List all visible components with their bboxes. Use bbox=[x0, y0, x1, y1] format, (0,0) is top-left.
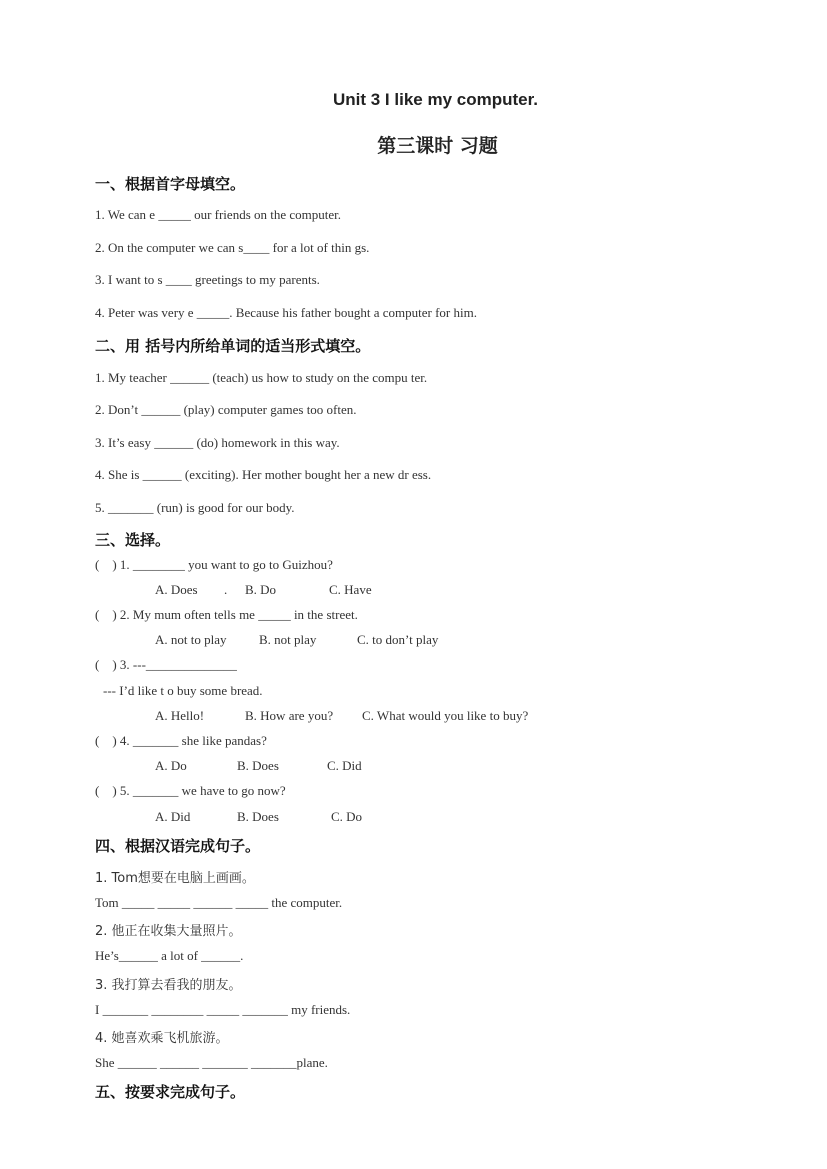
section-heading: 一、根据首字母填空。 bbox=[95, 175, 246, 193]
exercise-line: 3. I want to s ____ greetings to my parents. bbox=[95, 272, 320, 287]
option: A. Does bbox=[155, 582, 198, 597]
section-heading: 三、选择。 bbox=[95, 531, 171, 549]
document-subtitle: 第三课时 习题 bbox=[377, 135, 498, 157]
question-stem: ( ) 1. ________ you want to go to Guizhou? bbox=[95, 557, 333, 572]
option: A. Hello! bbox=[155, 708, 205, 723]
translation-answer: Tom _____ _____ ______ _____ the computer. bbox=[95, 895, 343, 910]
option: B. How are you? bbox=[245, 708, 334, 723]
option: B. Do bbox=[245, 582, 277, 597]
section-heading: 二、用 括号内所给单词的适当形式填空。 bbox=[95, 337, 371, 355]
document-title: Unit 3 I like my computer. bbox=[332, 90, 538, 109]
question-stem: ( ) 2. My mum often tells me _____ in the street. bbox=[95, 607, 358, 622]
exercise-line: 1. We can e _____ our friends on the computer. bbox=[95, 207, 342, 222]
option: C. Do bbox=[331, 809, 363, 824]
section-heading: 四、根据汉语完成句子。 bbox=[95, 837, 261, 855]
option: B. Does bbox=[237, 809, 279, 824]
translation-prompt: 3. 我打算去看我的朋友。 bbox=[95, 978, 242, 993]
option: A. not to play bbox=[155, 632, 227, 647]
question-stem: ( ) 5. _______ we have to go now? bbox=[95, 783, 286, 798]
exercise-line: 5. _______ (run) is good for our body. bbox=[95, 500, 295, 515]
translation-prompt: 1. Tom想要在电脑上画画。 bbox=[95, 871, 255, 886]
option: A. Did bbox=[155, 809, 191, 824]
option: A. Do bbox=[155, 758, 187, 773]
translation-answer: He’s______ a lot of ______. bbox=[95, 948, 244, 963]
question-stem: ( ) 3. ---______________ bbox=[95, 657, 237, 672]
option: C. Did bbox=[327, 758, 362, 773]
exercise-line: 3. It’s easy ______ (do) homework in this way. bbox=[95, 435, 340, 450]
option: C. Have bbox=[329, 582, 372, 597]
option: B. Does bbox=[237, 758, 279, 773]
section-heading: 五、按要求完成句子。 bbox=[95, 1083, 246, 1101]
option: C. What would you like to buy? bbox=[362, 708, 529, 723]
exercise-line: 2. On the computer we can s____ for a lot of thin gs. bbox=[95, 240, 370, 255]
option-dot: . bbox=[224, 582, 228, 597]
question-stem: ( ) 4. _______ she like pandas? bbox=[95, 733, 267, 748]
exercise-line: 4. She is ______ (exciting). Her mother bought her a new dr ess. bbox=[95, 467, 432, 482]
exercise-line: 2. Don’t ______ (play) computer games too often. bbox=[95, 402, 357, 417]
option: B. not play bbox=[259, 632, 317, 647]
translation-prompt: 2. 他正在收集大量照片。 bbox=[95, 924, 242, 939]
translation-prompt: 4. 她喜欢乘飞机旅游。 bbox=[95, 1031, 229, 1046]
translation-answer: She ______ ______ _______ _______plane. bbox=[95, 1055, 328, 1070]
exercise-line: 4. Peter was very e _____. Because his father bought a computer for him. bbox=[95, 305, 477, 320]
option: C. to don’t play bbox=[357, 632, 439, 647]
exercise-line: 1. My teacher ______ (teach) us how to study on the compu ter. bbox=[95, 370, 428, 385]
dialogue-line: --- I’d like t o buy some bread. bbox=[103, 683, 263, 698]
translation-answer: I _______ ________ _____ _______ my friends. bbox=[95, 1002, 351, 1017]
